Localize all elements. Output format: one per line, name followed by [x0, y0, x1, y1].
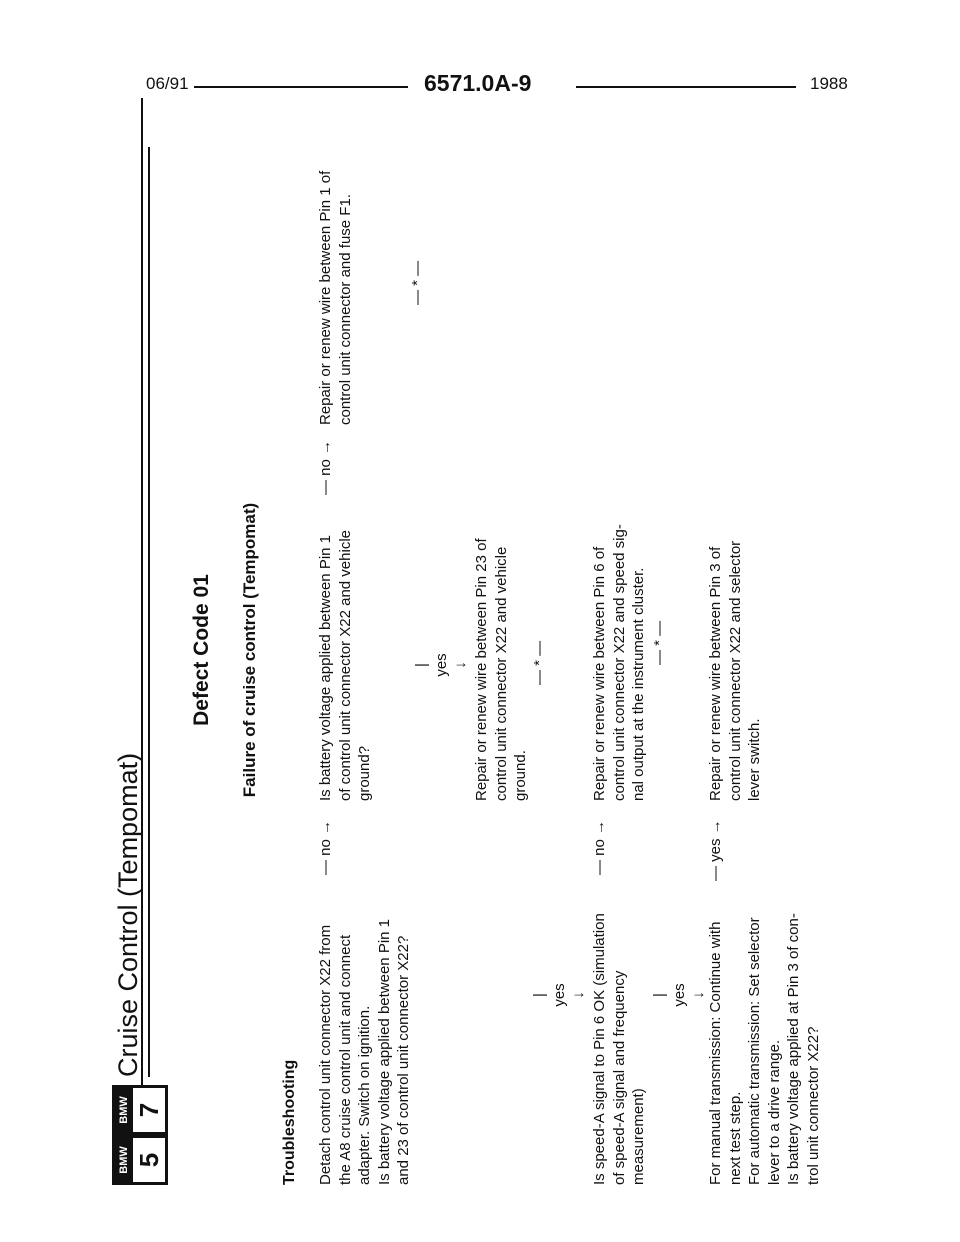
down-arrow-icon: ↓ [452, 661, 469, 669]
text-line: Repair or renew wire between Pin 3 of [707, 546, 724, 801]
text-line: Is battery voltage applied at Pin 3 of con- [785, 913, 802, 1185]
title-rule [148, 147, 150, 1077]
text-line: lever switch. [746, 718, 763, 801]
bmw-series-logo [110, 1087, 166, 1185]
branch-bar: | [531, 993, 548, 997]
text-line: the A8 cruise control unit and connect [336, 934, 354, 1185]
failure-title: Failure of cruise control (Tempomat) [240, 502, 259, 798]
step1a-yes-end-marker: — * — [531, 640, 548, 685]
step1-question [316, 919, 414, 1185]
document-title: Cruise Control (Tempomat) [113, 752, 143, 1077]
header-rule-left [194, 86, 408, 88]
yes-label: yes [432, 653, 450, 677]
logo-box-5-series [112, 1135, 168, 1185]
logo-box-7-series [112, 1085, 168, 1135]
step1a-yes-result [472, 538, 531, 801]
step2-question [590, 913, 649, 1185]
down-arrow-icon: ↓ [570, 991, 587, 999]
troubleshooting-heading: Troubleshooting [281, 1059, 298, 1185]
step3-yes-arrow: — yes → [707, 819, 724, 881]
text-line: next test step. [726, 1091, 744, 1185]
text-line: Repair or renew wire between Pin 1 of [317, 170, 334, 425]
step1-no-arrow: — no → [317, 819, 334, 875]
text-line: Is battery voltage applied between Pin 1 [317, 534, 334, 801]
text-line: Repair or renew wire between Pin 6 of [591, 546, 608, 801]
text-line: Is speed-A signal to Pin 6 OK (simulation [591, 913, 608, 1185]
step3-yes-result [706, 541, 765, 801]
text-line: control unit connector X22 and speed sig- [610, 524, 628, 801]
text-line: of control unit connector X22 and vehicle [336, 529, 354, 801]
logo-number: 7 [134, 1102, 164, 1118]
step1a-no-end-marker: — * — [409, 260, 426, 305]
text-line: control unit connector X22 and vehicle [492, 546, 510, 801]
step2-no-arrow: — no → [591, 819, 608, 875]
text-line: control unit connector and fuse F1. [336, 194, 354, 425]
yes-label: yes [550, 983, 568, 1007]
branch-bar: | [413, 663, 430, 667]
step2-no-end-marker: — * — [651, 620, 668, 665]
step1-yes-branch [530, 975, 589, 1015]
text-line: ground? [356, 745, 373, 801]
step1a-no-result [316, 171, 355, 425]
text-line: of speed-A signal and frequency [610, 970, 628, 1185]
logo-word: BMW [115, 1138, 133, 1182]
header-year: 1988 [810, 74, 848, 93]
text-line: Is battery voltage applied between Pin 1 [375, 918, 393, 1185]
text-line: For manual transmission: Continue with [707, 921, 724, 1185]
step1a-yes-branch [412, 645, 471, 685]
text-line: and 23 of control unit connector X22? [395, 935, 412, 1185]
yes-label: yes [670, 983, 688, 1007]
rotated-page-content [110, 115, 870, 1185]
text-line: nal output at the instrument cluster. [630, 567, 647, 801]
text-line: ground. [512, 750, 529, 801]
header-doc-number: 6571.0A-9 [424, 70, 532, 96]
step1a-no-arrow: — no → [317, 439, 334, 495]
text-line: trol unit connector X22? [804, 1026, 822, 1185]
header-date: 06/91 [146, 74, 189, 93]
text-line: For automatic transmission: Set selector [746, 917, 763, 1185]
step1a-question [316, 530, 375, 801]
branch-bar: | [651, 993, 668, 997]
step2-no-result [590, 524, 649, 801]
step2-yes-branch [650, 975, 709, 1015]
text-line: adapter. Switch on ignition. [356, 1005, 373, 1185]
logo-word: BMW [115, 1088, 133, 1132]
header-rule-right [576, 86, 796, 88]
text-line: measurement) [630, 1088, 647, 1185]
logo-number: 5 [134, 1152, 164, 1168]
text-line: Detach control unit connector X22 from [317, 924, 334, 1185]
step3-question [706, 913, 823, 1185]
defect-code-title: Defect Code 01 [190, 574, 213, 726]
text-line: control unit connector X22 and selector [726, 540, 744, 801]
text-line: lever to a drive range. [765, 1039, 783, 1185]
text-line: Repair or renew wire between Pin 23 of [473, 538, 490, 801]
down-arrow-icon: ↓ [690, 991, 707, 999]
